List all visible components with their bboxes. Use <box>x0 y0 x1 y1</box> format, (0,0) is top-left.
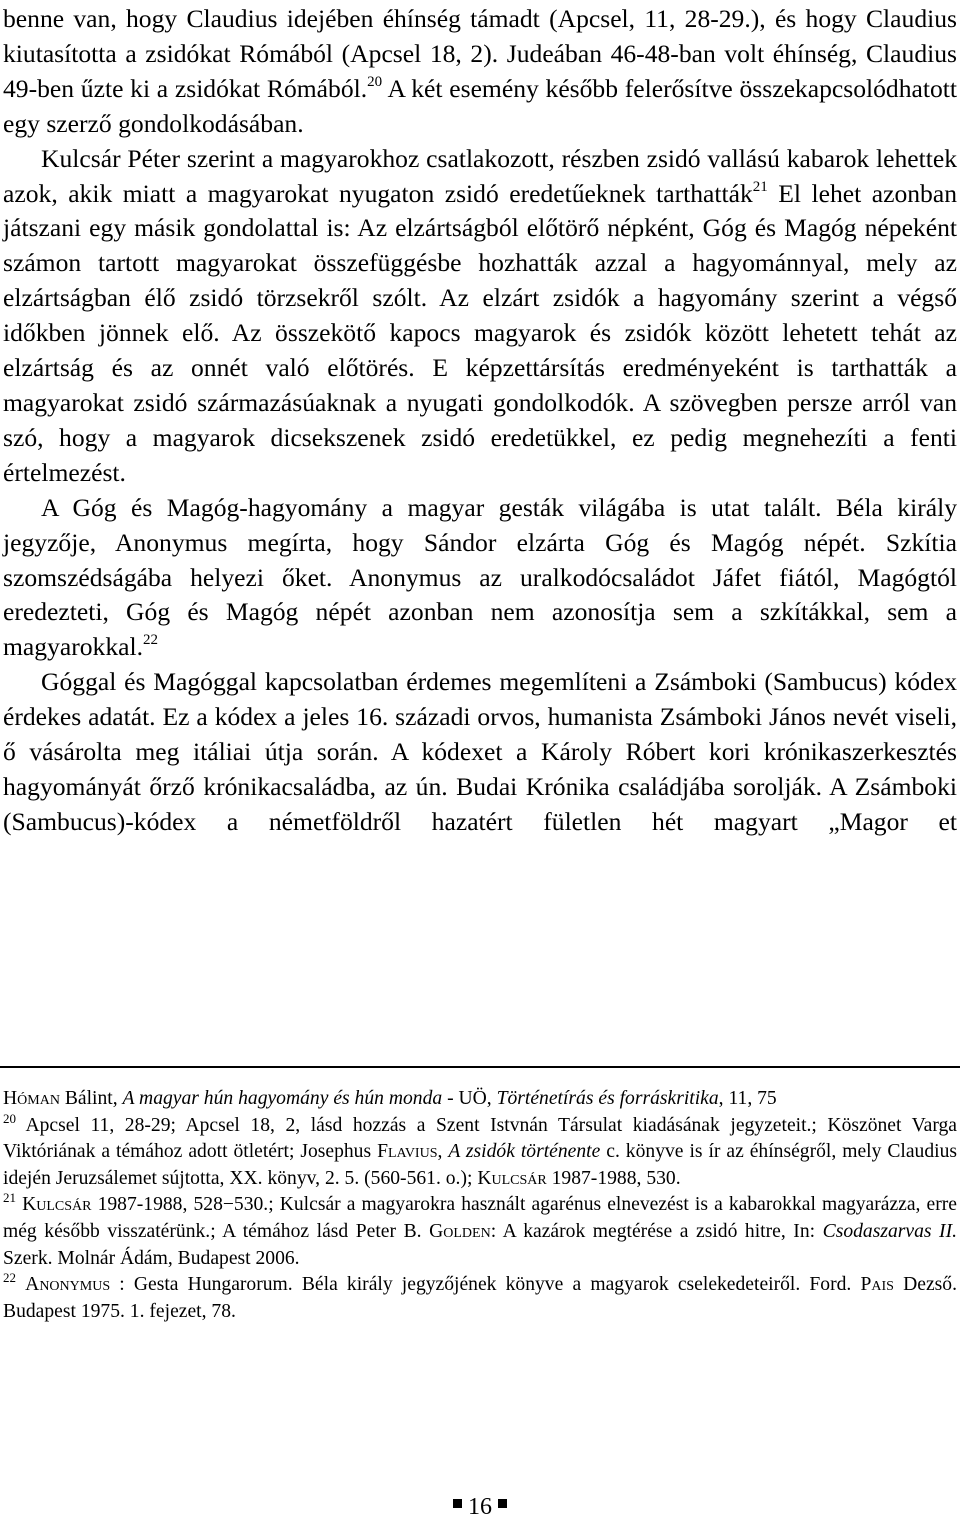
paragraph-1: benne van, hogy Claudius idejében éhínség támadt (Apcsel, 11, 28-29.), és hogy Claudius kiutasította a zsidókat Rómából (Apcsel 18, 2). Judeában 46-48-ban volt éhínség, Claudius 49-ben űzte ki a zsidókat Rómából.$^{20}$ A két esemény később felerősítve összekapcsolódhatott egy szerző gondolkodásában. <box>3 4 957 138</box>
page-number: 16 <box>468 1494 492 1520</box>
footnote-ref-21[interactable]: 21 <box>752 178 768 195</box>
square-bullet-icon <box>498 1499 507 1508</box>
footnotes <box>3 1086 957 1325</box>
footnote-22: $^{22}$ Anonymus : Gesta Hungarorum. Béla király jegyzőjének könyve a magyarok cselekedeteiről. Ford. Pais Dezső. Budapest 1975. 1. fejezet, 78. <box>3 1270 957 1322</box>
footnote-19: Hóman Bálint, A magyar hún hagyomány és hún monda - UÖ, Történetírás és forráskritika, 11, 75 <box>3 1088 777 1109</box>
footnote-21: $^{21}$ Kulcsár 1987-1988, 528−530.; Kulcsár a magyarokra használt agarénus elnevezést is a kabarokkal magyarázza, erre még később visszatérünk.; A témához lásd Peter B. Golden: A kazárok megtérése a zsidó hitre, In: Csodaszarvas II. Szerk. Molnár Ádám, Budapest 2006. <box>3 1190 958 1269</box>
paragraph-3: A Góg és Magóg-hagyomány a magyar gesták világába is utat talált. Béla király jegyzője, Anonymus megírta, hogy Sándor elzárta Góg és Magóg népét. Szkítia szomszédságába helyezi őket. Anonymus az uralkodócsaládot Jáfet fiától, Magógtól eredezteti, Góg és Magóg népét azonban nem azonosítja sem a szkítákkal, sem a magyarokkal.$^{22}$ <box>3 492 957 662</box>
footnote-ref-20[interactable]: 20 <box>367 73 383 90</box>
main-text <box>3 2 957 840</box>
paragraph-2: Kulcsár Péter szerint a magyarokhoz csatlakozott, részben zsidó vallású kabarok lehettek azok, akik miatt a magyarokat nyugaton zsidó eredetűeknek tarthatták$^{21}$ El lehet azonban játszani egy másik gondolattal is: Az elzártságból előtörő népként, Góg és Magóg népeként számon tartott magyarokat összefüggésbe hozhatták azzal a hagyománnyal, mely az elzártságban élő zsidó törzsekről szólt. Az elzárt zsidók a hagyomány szerint a végső időkben jönnek elő. Az összekötő kapocs magyarok és zsidók között lehetett tehát az elzártság és az onnét való előtörés. E képzettársítás eredményeként is tarthatták a magyarokat zsidó származásúaknak a nyugati gondolkodók. A szövegben persze arról van szó, hogy a magyarok dicsekszenek zsidó eredetükkel, ez pedig megnehezíti a fenti értelmezést. <box>3 143 957 487</box>
page-footer <box>0 1492 960 1522</box>
footnote-20: $^{20}$ Apcsel 11, 28-29; Apcsel 18, 2, lásd hozzás a Szent Istvnán Társulat kiadásának jegyzeteit.; Köszönet Varga Viktóriának a témához adott ötletért; Josephus Flavius, A zsidók történente c. könyve is ír az éhínségről, mely Claudius idején Jeruzsálemet sújtotta, XX. könyv, 2. 5. (560-561. o.); Kulcsár 1987-1988, 530. <box>3 1110 957 1189</box>
footnote-ref-22[interactable]: 22 <box>143 632 159 649</box>
square-bullet-icon <box>453 1499 462 1508</box>
footnote-separator <box>0 1066 960 1068</box>
paragraph-4: Góggal és Magóggal kapcsolatban érdemes megemlíteni a Zsámboki (Sambucus) kódex érdekes adatát. Ez a kódex a jeles 16. századi orvos, humanista Zsámboki János nevét viseli, ő vásárolta meg itáliai útja során. A kódexet a Károly Róbert kori krónikaszerkesztés hagyományát őrző krónikacsaládba, az ún. Budai Krónika családjába sorolják. A Zsámboki (Sambucus)-kódex a németföldről hazatért fületlen hét magyart „Magor et <box>3 667 957 836</box>
